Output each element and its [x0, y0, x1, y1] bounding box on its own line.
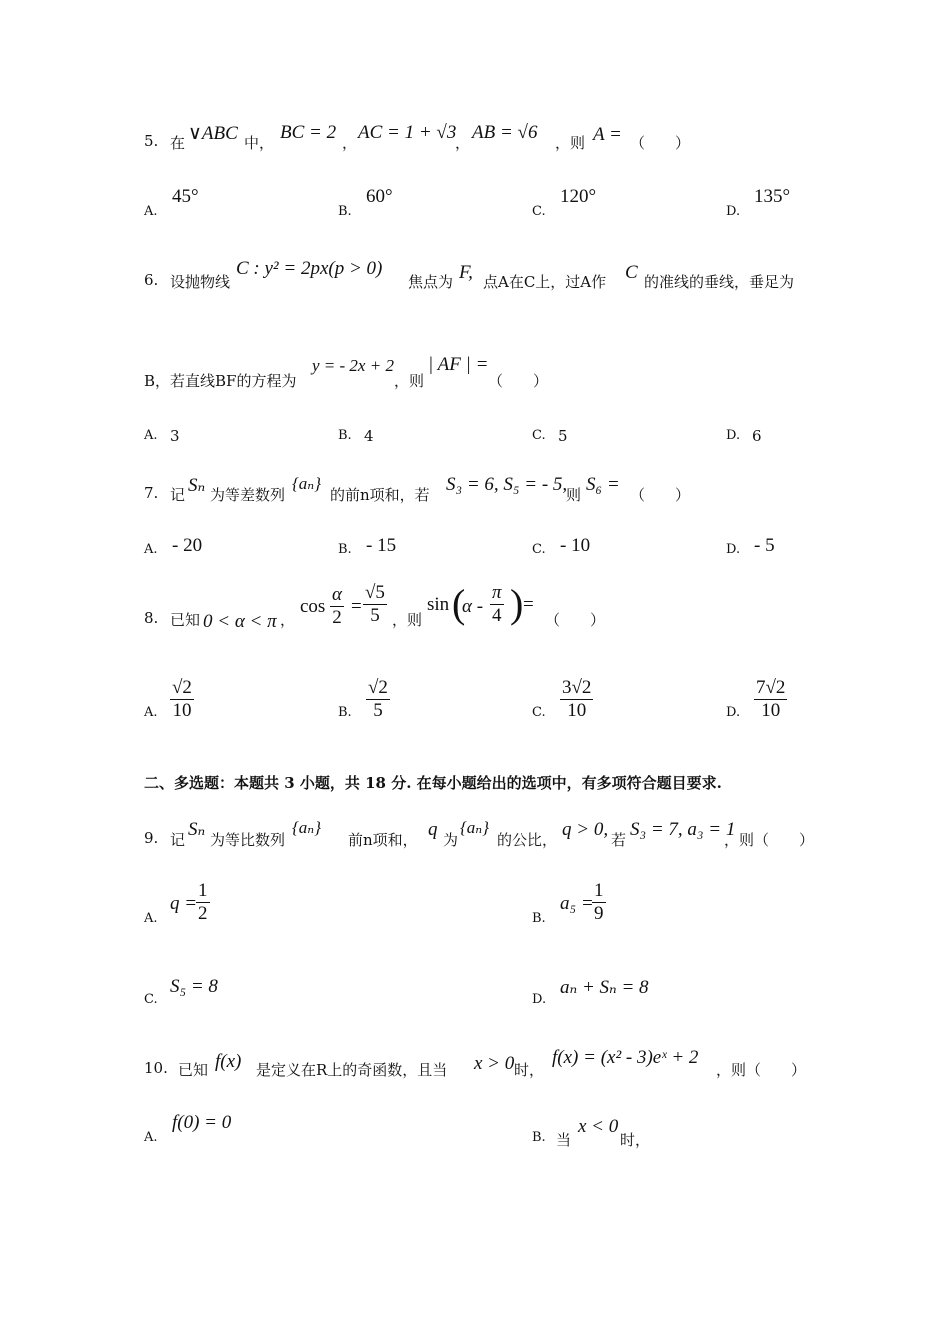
question-text: B，若直线BF的方程为	[144, 372, 297, 390]
fraction-denominator: 5	[373, 700, 383, 721]
equals-sign: =	[351, 596, 362, 617]
option-value: a₅ =	[560, 893, 594, 914]
option-value: - 10	[560, 535, 591, 556]
function-definition: f(x) = (x² - 3)eˣ + 2	[552, 1047, 699, 1068]
option-value: 3	[170, 427, 180, 445]
question-text: 的前n项和，若	[330, 486, 430, 504]
option-label: D.	[532, 992, 547, 1007]
option-fraction	[592, 880, 606, 925]
focus-symbol: F,	[459, 262, 473, 283]
curve-symbol: C	[625, 262, 638, 283]
option-label: D.	[726, 705, 741, 720]
option-label: D.	[726, 428, 741, 443]
option-value: f(0) = 0	[172, 1112, 232, 1133]
option-fraction	[196, 880, 210, 925]
option-value: 45°	[172, 186, 199, 207]
fraction-numerator: √2	[172, 677, 192, 698]
option-value	[560, 677, 593, 722]
question-text: 为	[443, 831, 459, 849]
option-condition: x < 0	[578, 1116, 619, 1137]
condition: S₃ = 7, a₃ = 1	[630, 819, 736, 840]
condition-ab: AB = √6	[472, 122, 538, 143]
question-text: 记	[170, 831, 186, 849]
fraction-denominator: 4	[492, 605, 502, 626]
option-value: - 20	[172, 535, 203, 556]
question-text: 则	[566, 486, 582, 504]
question-text: 为等差数列	[210, 486, 286, 504]
sum-symbol: Sₙ	[188, 819, 206, 840]
option-value	[754, 677, 787, 722]
answer-paren: （ ）	[488, 372, 549, 390]
option-label: C.	[532, 428, 546, 443]
separator: ，	[280, 611, 296, 629]
option-label: B.	[532, 911, 546, 926]
sin-function: sin	[427, 594, 450, 615]
option-text: 时，	[620, 1131, 651, 1149]
condition-ac: AC = 1 + √3	[358, 122, 457, 143]
option-value: q =	[170, 893, 198, 914]
fraction-alpha-over-2	[330, 584, 344, 629]
question-text: 的准线的垂线，垂足为	[644, 273, 795, 291]
condition: x > 0	[474, 1053, 515, 1074]
right-paren: )	[510, 581, 524, 626]
question-number: 10.	[144, 1059, 168, 1077]
option-label: B.	[338, 705, 352, 720]
condition: q > 0,	[562, 819, 609, 840]
triangle-symbol: ∨ABC	[188, 123, 238, 144]
fraction-pi-over-4	[490, 582, 504, 627]
option-text: 当	[556, 1131, 572, 1149]
question-text: 若	[611, 831, 627, 849]
question-text: 是定义在R上的奇函数，且当	[256, 1061, 448, 1079]
fraction-numerator: α	[332, 584, 342, 605]
question-text: 已知	[170, 611, 201, 629]
option-label: A.	[144, 542, 158, 557]
option-value: 4	[364, 427, 374, 445]
option-label: B.	[338, 542, 352, 557]
answer-paren: （ ）	[630, 486, 691, 504]
left-paren: (	[452, 581, 466, 626]
fraction-numerator: π	[492, 582, 502, 603]
question-text: ，则	[555, 134, 586, 152]
answer-paren: （ ）	[630, 134, 691, 152]
question-text: 设抛物线	[170, 273, 231, 291]
question-text: 时，	[514, 1061, 545, 1079]
option-value: 120°	[560, 186, 597, 207]
fraction-numerator: √2	[368, 677, 388, 698]
question-text: ，则（ ）	[724, 831, 815, 849]
line-equation: y = - 2x + 2	[312, 356, 394, 375]
question-number: 8.	[144, 609, 159, 627]
question-text: 前n项和，	[348, 831, 418, 849]
question-ask: | AF | =	[428, 354, 489, 375]
sequence-symbol: {aₙ}	[292, 818, 321, 837]
ratio-symbol: q	[428, 819, 438, 840]
option-value: 6	[752, 427, 762, 445]
option-label: A.	[144, 1130, 158, 1145]
fraction-numerator: 1	[198, 880, 208, 901]
condition-bc: BC = 2	[280, 122, 337, 143]
separator: ，	[455, 134, 471, 152]
function-symbol: f(x)	[215, 1051, 242, 1072]
answer-paren: （ ）	[545, 611, 606, 629]
fraction-denominator: 2	[198, 903, 208, 924]
question-text: 已知	[178, 1061, 209, 1079]
option-value: S₅ = 8	[170, 976, 218, 997]
question-text: 在	[170, 134, 186, 152]
fraction-denominator: 2	[332, 607, 342, 628]
option-value: 5	[558, 427, 568, 445]
option-value: 135°	[754, 186, 791, 207]
option-label: A.	[144, 204, 158, 219]
question-text: ，则	[394, 372, 425, 390]
option-value	[366, 677, 390, 722]
section-heading: 二、多选题：本题共 3 小题，共 18 分. 在每小题给出的选项中，有多项符合题目要求.	[144, 774, 722, 792]
question-number: 7.	[144, 484, 159, 502]
question-text: 焦点为	[408, 273, 454, 291]
sequence-symbol: {aₙ}	[460, 818, 489, 837]
option-label: D.	[726, 204, 741, 219]
equals-sign: =	[523, 594, 534, 615]
fraction-denominator: 10	[567, 700, 587, 721]
alpha-minus: α -	[462, 596, 484, 617]
option-value: aₙ + Sₙ = 8	[560, 977, 649, 998]
sequence-symbol: {aₙ}	[292, 474, 321, 493]
option-label: B.	[338, 428, 352, 443]
question-ask: S₆ =	[586, 474, 620, 495]
question-ask: A =	[593, 124, 622, 145]
question-text: 的公比，	[497, 831, 558, 849]
option-label: C.	[144, 992, 158, 1007]
condition: S₃ = 6, S₅ = - 5,	[446, 474, 568, 495]
question-number: 6.	[144, 271, 159, 289]
option-value: 60°	[366, 186, 393, 207]
option-label: B.	[532, 1130, 546, 1145]
option-label: D.	[726, 542, 741, 557]
fraction-denominator: 10	[761, 700, 781, 721]
option-label: B.	[338, 204, 352, 219]
sum-symbol: Sₙ	[188, 475, 206, 496]
fraction-numerator: 3√2	[562, 677, 592, 698]
option-label: C.	[532, 705, 546, 720]
option-value: - 15	[366, 535, 397, 556]
fraction-numerator: 7√2	[756, 677, 786, 698]
question-text: 为等比数列	[210, 831, 286, 849]
question-number: 9.	[144, 829, 159, 847]
fraction-denominator: 5	[370, 605, 380, 626]
option-label: A.	[144, 911, 158, 926]
option-value	[170, 677, 194, 722]
condition: 0 < α < π	[203, 611, 277, 632]
question-text: 点A在C上，过A作	[483, 273, 607, 291]
fraction-denominator: 10	[172, 700, 192, 721]
question-number: 5.	[144, 132, 159, 150]
fraction-numerator: √5	[365, 582, 385, 603]
question-text: 记	[170, 486, 186, 504]
option-label: A.	[144, 705, 158, 720]
question-text: ，则	[392, 611, 423, 629]
parabola-equation: C : y² = 2px(p > 0)	[236, 258, 383, 279]
fraction-numerator: 1	[594, 880, 604, 901]
option-label: C.	[532, 542, 546, 557]
cos-function: cos	[300, 596, 326, 617]
option-label: A.	[144, 428, 158, 443]
option-label: C.	[532, 204, 546, 219]
option-value: - 5	[754, 535, 775, 556]
separator: ，	[342, 134, 358, 152]
question-text: 中，	[244, 134, 275, 152]
question-text: ，则（ ）	[716, 1061, 807, 1079]
fraction-sqrt5-over-5	[363, 582, 387, 627]
fraction-denominator: 9	[594, 903, 604, 924]
